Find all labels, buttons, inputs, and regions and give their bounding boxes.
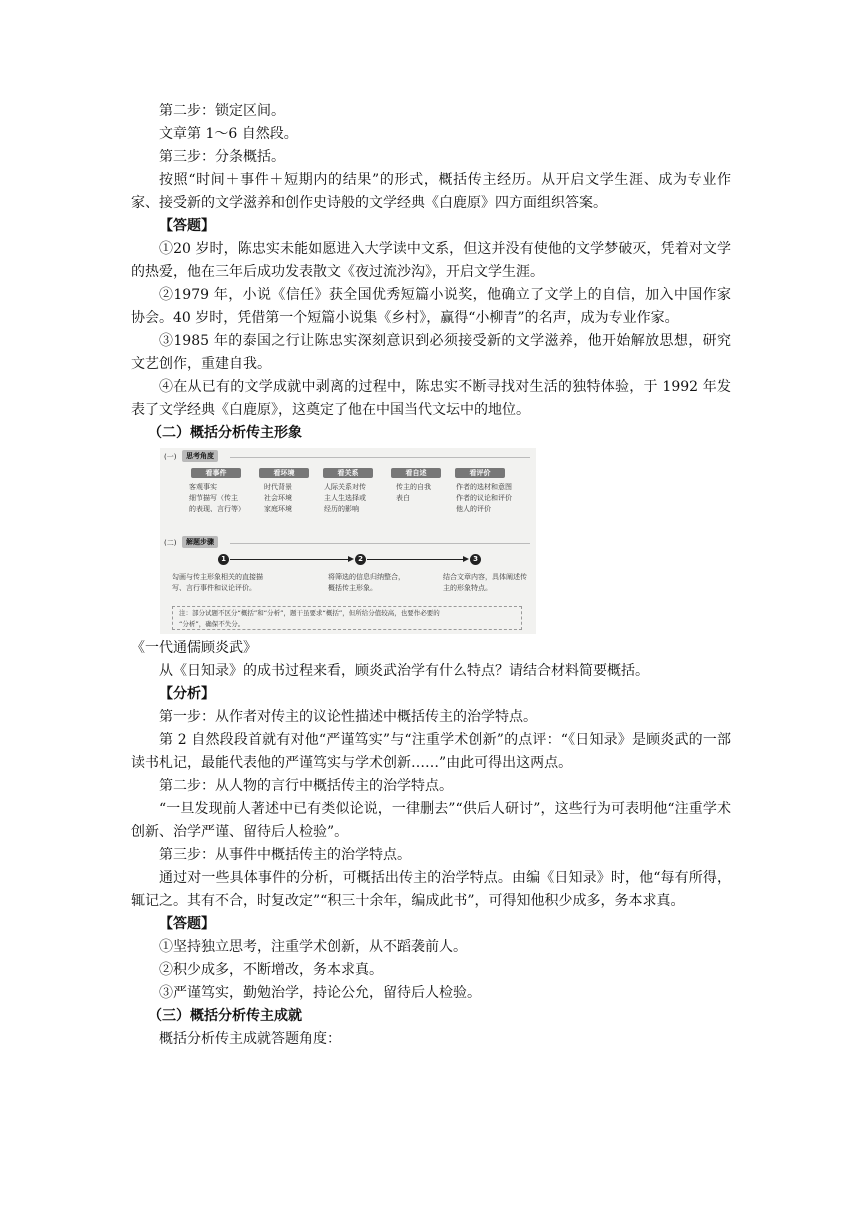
diagram-section-1-tag: 思考角度 [182,450,218,462]
divider [230,457,530,458]
column-body-events: 客观事实 细节描写（传主 的表现、言行等） [189,483,245,513]
answer-item-3: ③1985 年的泰国之行让陈忠实深刻意识到必须接受新的文学滋养，他开始解放思想，研究文艺创作，重建自我。 [131,333,731,372]
analysis-step-1: 第一步：从作者对传主的议论性描述中概括传主的治学特点。 [159,709,537,725]
diagram-section-2-number: (二) [164,539,177,547]
analysis-step-2: 第二步：从人物的言行中概括传主的治学特点。 [159,778,453,794]
column-body-relations: 人际关系对传 主人生选择或 经历的影响 [324,483,366,513]
step-text-1: 勾画与传主形象相关的直接描 写、言行事件和议论评价。 [172,573,263,592]
step-number-1: 1 [218,554,229,565]
answer-item-1: ①20 岁时，陈忠实未能如愿进入大学读中文系，但这并没有使他的文学梦破灭，凭着对文学的热爱，他在三年后成功发表散文《夜过流沙沟》，开启文学生涯。 [131,241,731,280]
answer-point-1: ①坚持独立思考，注重学术创新，从不蹈袭前人。 [159,939,467,955]
column-head-self-statement: 看自述 [391,468,441,478]
column-head-environment: 看环境 [259,468,309,478]
answer-point-2: ②积少成多，不断增改，务本求真。 [159,962,383,978]
arrow-head-icon [348,556,354,562]
arrow-line [367,559,463,560]
answer-point-3: ③严谨笃实，勤勉治学，持论公允，留待后人检验。 [159,985,481,1001]
section-heading-3: （三）概括分析传主成就 [148,1008,302,1024]
diagram-section-1-number: (一) [164,453,177,461]
question-text: 从《日知录》的成书过程来看，顾炎武治学有什么特点？请结合材料简要概括。 [159,663,649,679]
step-number-2: 2 [355,554,366,565]
step-text-3: 结合文章内容，具体阐述传 主的形象特点。 [443,573,527,592]
document-page [131,100,731,1051]
column-head-evaluation: 看评价 [455,468,505,478]
diagram-section-2-tag: 解题步骤 [182,536,218,548]
column-head-relations: 看关系 [323,468,373,478]
answer-item-4: ④在从已有的文学成就中剥离的过程中，陈忠实不断寻找对生活的独特体验，于 1992 年发表了文学经典《白鹿原》，这奠定了他在中国当代文坛中的地位。 [131,379,731,418]
answer-label: 【答题】 [159,916,215,932]
answer-item-2: ②1979 年，小说《信任》获全国优秀短篇小说奖，他确立了文学上的自信，加入中国作家协会。40 岁时，凭借第一个短篇小说集《乡村》，赢得“小柳青”的名声，成为专业作家。 [131,287,731,326]
step-number-3: 3 [470,554,481,565]
diagram-note: 注：部分试题不区分“概括”和“分析”，题干虽要求“概括”，但所给分值较高，也要作必要的 “分析”，确保不失分。 [172,606,522,630]
step-three-line: 第三步：分条概括。 [159,149,285,165]
paragraph-range-line: 文章第 1～6 自然段。 [159,126,298,142]
closing-line: 概括分析传主成就答题角度： [159,1031,341,1047]
article-title: 《一代通儒顾炎武》 [131,640,257,656]
step-text-2: 将筛选的信息归纳整合， 概括传主形象。 [328,573,405,592]
method-paragraph: 按照“时间＋事件＋短期内的结果”的形式，概括传主经历。从开启文学生涯、成为专业作家、接受新的文学滋养和创作史诗般的文学经典《白鹿原》四方面组织答案。 [131,172,731,211]
arrow-head-icon [463,556,469,562]
column-body-self-statement: 传主的自我 表白 [396,483,431,502]
answer-label: 【答题】 [159,218,215,234]
column-head-events: 看事件 [191,468,241,478]
column-body-evaluation: 作者的选材和意图 作者的议论和评价 他人的评价 [456,483,512,513]
step-two-line: 第二步：锁定区间。 [159,103,285,119]
analysis-step-3: 第三步：从事件中概括传主的治学特点。 [159,847,411,863]
analysis-label: 【分析】 [159,686,215,702]
divider [230,543,530,544]
analysis-paragraph-1: 第 2 自然段段首就有对他“严谨笃实”与“注重学术创新”的点评：“《日知录》是顾炎武的一部读书札记，最能代表他的严谨笃实与学术创新……”由此可得出这两点。 [131,732,731,771]
analysis-paragraph-2: “一旦发现前人著述中已有类似论说，一律删去”“供后人研讨”，这些行为可表明他“注重学术创新、治学严谨、留待后人检验”。 [131,801,731,840]
arrow-line [230,559,348,560]
method-diagram [160,448,536,634]
analysis-paragraph-3: 通过对一些具体事件的分析，可概括出传主的治学特点。由编《日知录》时，他“每有所得，辄记之。其有不合，时复改定”“积三十余年，编成此书”，可得知他积少成多，务本求真。 [131,870,731,909]
column-body-environment: 时代背景 社会环境 家庭环境 [264,483,292,513]
section-heading-2: （二）概括分析传主形象 [148,425,302,441]
